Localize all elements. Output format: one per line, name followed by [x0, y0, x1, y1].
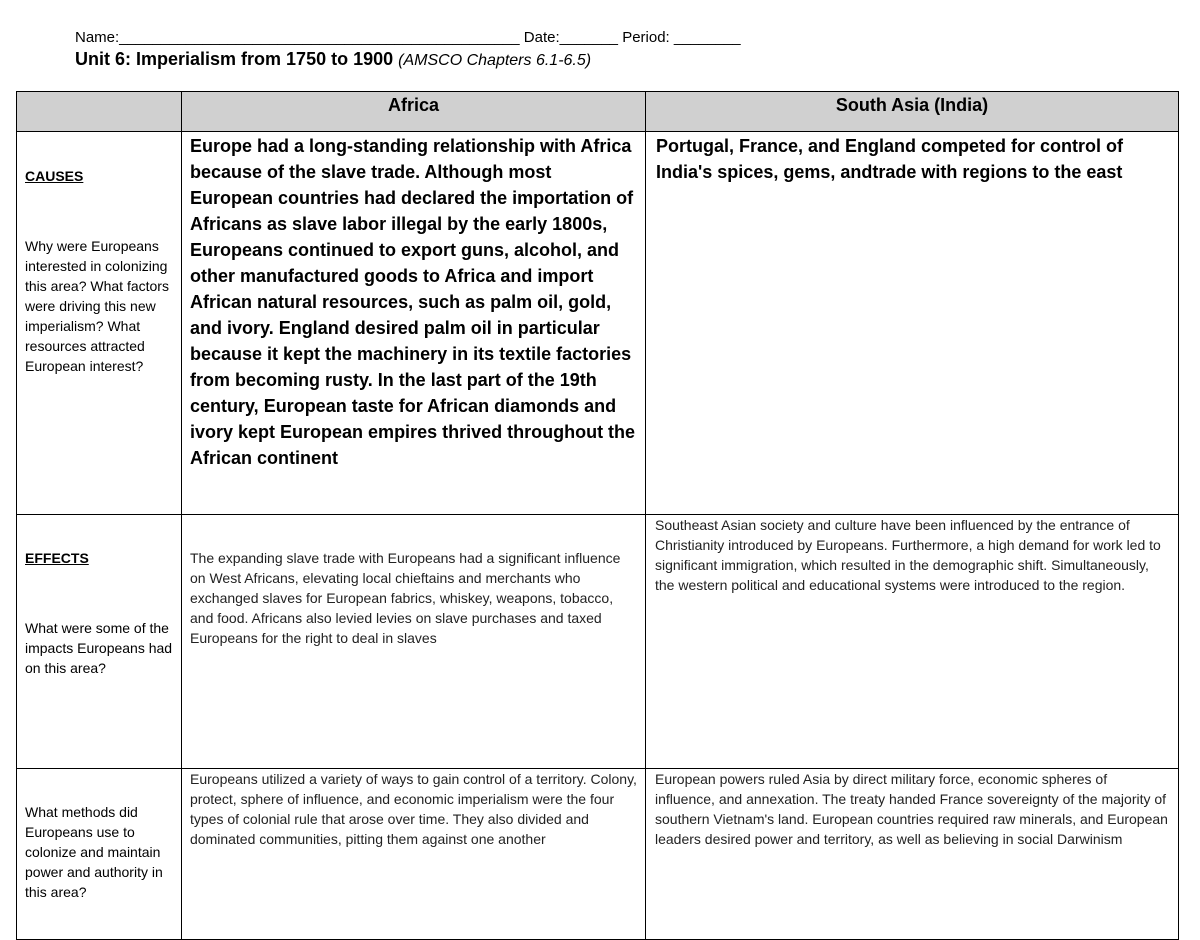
- row-heading-effects: EFFECTS: [25, 550, 89, 566]
- table-row-methods: [17, 769, 1179, 940]
- column-header-india: South Asia (India): [646, 92, 1179, 132]
- imperialism-table: [16, 91, 1179, 940]
- name-date-period-line: Name:________________________________________________ Date:_______ Period: ________: [75, 29, 741, 46]
- unit-subtitle: (AMSCO Chapters 6.1-6.5): [398, 52, 592, 69]
- row-question-methods: What methods did Europeans use to colonize and maintain power and authority in this area?: [25, 804, 163, 900]
- page-title: [75, 48, 1175, 72]
- worksheet-header: [75, 28, 1175, 72]
- cell-africa-effects: The expanding slave trade with Europeans had a significant influence on West Africans, elevating local chieftains and merchants who exchanged slaves for European fabrics, whiskey, weapons, tobacco, and food. Africans also levied levies on slave purchases and taxed Europeans for the right to deal in slaves: [182, 515, 646, 769]
- row-question-effects: What were some of the impacts Europeans had on this area?: [25, 620, 173, 676]
- column-header-empty: [17, 92, 182, 132]
- table-row-effects: [17, 515, 1179, 769]
- column-header-africa: Africa: [182, 92, 646, 132]
- row-heading-causes: CAUSES: [25, 168, 84, 184]
- cell-india-effects: Southeast Asian society and culture have been influenced by the entrance of Christianity introduced by Europeans. Furthermore, a high demand for work led to significant immigration, which resulted in the demographic shift. Simultaneously, the western political and educational systems were introduced to the region.: [646, 515, 1179, 769]
- cell-africa-methods: Europeans utilized a variety of ways to gain control of a territory. Colony, protect, sphere of influence, and economic imperialism were the four types of colonial rule that arose over time. They also divided and dominated communities, pitting them against one another: [182, 769, 646, 940]
- table-header-row: [17, 92, 1179, 132]
- row-label-causes: [17, 132, 182, 515]
- cell-india-causes: Portugal, France, and England competed for control of India's spices, gems, andtrade with regions to the east: [646, 132, 1179, 515]
- unit-title: Unit 6: Imperialism from 1750 to 1900: [75, 49, 394, 69]
- row-label-effects: [17, 515, 182, 769]
- row-label-methods: [17, 769, 182, 940]
- cell-africa-causes: Europe had a long-standing relationship with Africa because of the slave trade. Although most European countries had declared the importation of Africans as slave labor illegal by the early 1800s, Europeans continued to export guns, alcohol, and other manufactured goods to Africa and import African natural resources, such as palm oil, gold, and ivory. England desired palm oil in particular because it kept the machinery in its textile factories from becoming rusty. In the last part of the 19th century, European taste for African diamonds and ivory kept European empires thrived throughout the African continent: [182, 132, 646, 515]
- cell-india-methods: European powers ruled Asia by direct military force, economic spheres of influence, and annexation. The treaty handed France sovereignty of the majority of southern Vietnam's land. European countries required raw minerals, and European leaders desired power and territory, as well as believing in social Darwinism: [646, 769, 1179, 940]
- row-question-causes: Why were Europeans interested in colonizing this area? What factors were driving this new imperialism? What resources attracted European interest?: [25, 238, 169, 374]
- table-row-causes: [17, 132, 1179, 515]
